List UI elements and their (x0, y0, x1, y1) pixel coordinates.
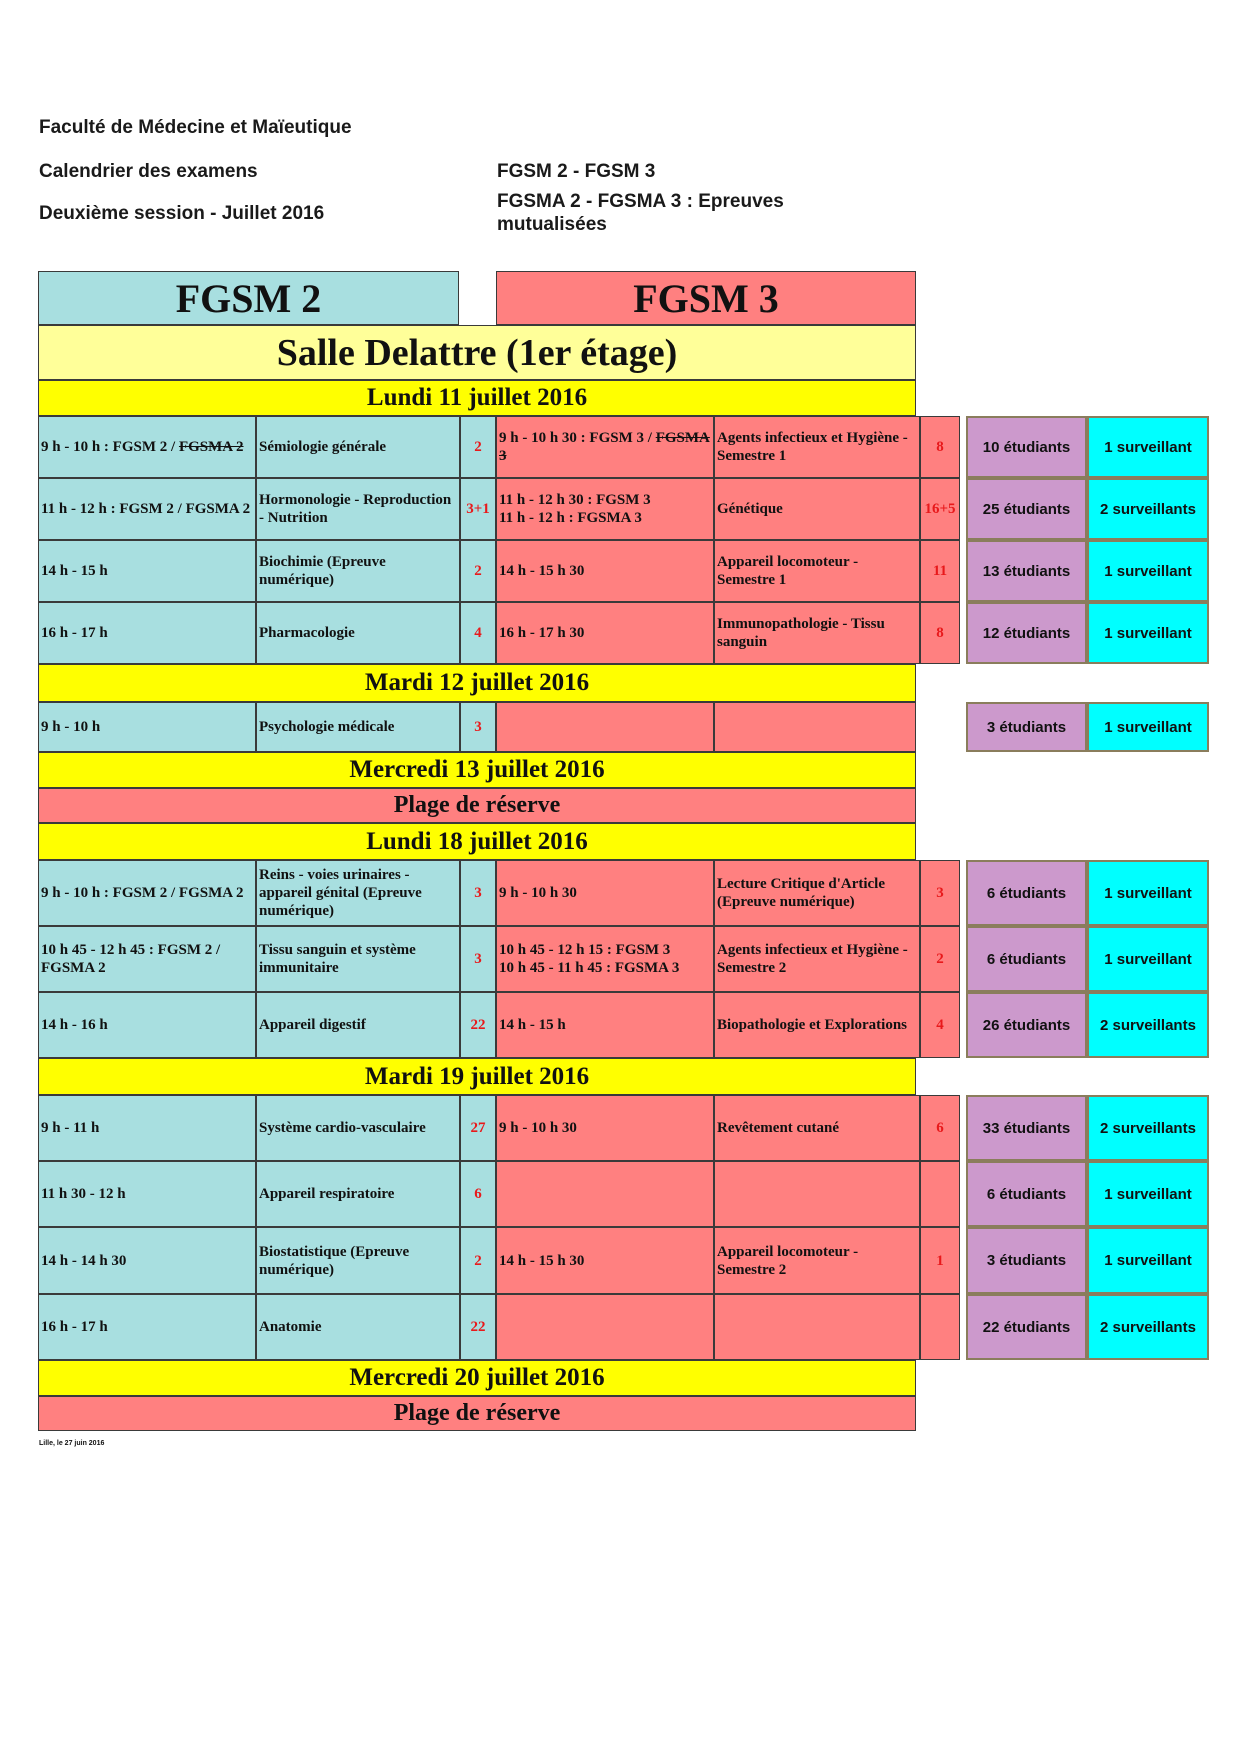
fgsm2-time: 10 h 45 - 12 h 45 : FGSM 2 / FGSMA 2 (38, 926, 256, 992)
fgsm3-time: 14 h - 15 h (496, 992, 714, 1058)
fgsm2-count: 3+1 (460, 478, 496, 540)
supervisors-count: 1 surveillant (1087, 1161, 1209, 1227)
fgsm3-count: 4 (920, 992, 960, 1058)
fgsm3-count: 2 (920, 926, 960, 992)
reserve-band: Plage de réserve (38, 788, 916, 823)
students-count: 6 étudiants (966, 1161, 1087, 1227)
fgsm2-count: 22 (460, 992, 496, 1058)
fgsm3-subject: Appareil locomoteur - Semestre 2 (714, 1227, 920, 1294)
room-band: Salle Delattre (1er étage) (38, 325, 916, 380)
fgsm2-subject: Hormonologie - Reproduction - Nutrition (256, 478, 460, 540)
fgsm2-count: 3 (460, 702, 496, 752)
fgsm3-subject: Immunopathologie - Tissu sanguin (714, 602, 920, 664)
fgsm2-time: 9 h - 10 h (38, 702, 256, 752)
fgsm2-subject: Anatomie (256, 1294, 460, 1360)
fgsm3-count: 16+5 (920, 478, 960, 540)
fgsm3-time: 14 h - 15 h 30 (496, 540, 714, 602)
supervisors-count: 1 surveillant (1087, 926, 1209, 992)
supervisors-count: 2 surveillants (1087, 1294, 1209, 1360)
fgsm3-subject: Agents infectieux et Hygiène - Semestre 1 (714, 416, 920, 478)
fgsm2-time: 9 h - 11 h (38, 1095, 256, 1161)
fgsm3-time: 14 h - 15 h 30 (496, 1227, 714, 1294)
place-date: Lille, le 27 juin 2016 (39, 1440, 105, 1447)
day-band: Mardi 12 juillet 2016 (38, 664, 916, 702)
day-band: Mardi 19 juillet 2016 (38, 1058, 916, 1095)
fgsm2-time (38, 416, 256, 478)
fgsm3-subject: Appareil locomoteur - Semestre 1 (714, 540, 920, 602)
fgsm2-subject: Biochimie (Epreuve numérique) (256, 540, 460, 602)
fgsm3-subject: Agents infectieux et Hygiène - Semestre 2 (714, 926, 920, 992)
fgsm2-subject: Système cardio-vasculaire (256, 1095, 460, 1161)
fgsm3-time (496, 1161, 714, 1227)
day-band: Lundi 11 juillet 2016 (38, 380, 916, 416)
day-band: Mercredi 20 juillet 2016 (38, 1360, 916, 1396)
fgsm3-count: 8 (920, 602, 960, 664)
calendar-title: Calendrier des examens (39, 161, 258, 182)
students-count: 12 étudiants (966, 602, 1087, 664)
fgsm3-time (496, 702, 714, 752)
fgsma3-time-line: 10 h 45 - 11 h 45 : FGSMA 3 (499, 960, 680, 976)
students-count: 6 étudiants (966, 926, 1087, 992)
supervisors-count: 1 surveillant (1087, 860, 1209, 926)
fgsm3-time: 9 h - 10 h 30 (496, 1095, 714, 1161)
fgsm2-time: 16 h - 17 h (38, 1294, 256, 1360)
fgsm2-subject: Psychologie médicale (256, 702, 460, 752)
fgsm2-time: 14 h - 15 h (38, 540, 256, 602)
fgsm2-count: 2 (460, 416, 496, 478)
fgsm3-time (496, 926, 714, 992)
students-count: 26 étudiants (966, 992, 1087, 1058)
fgsm3-time: 16 h - 17 h 30 (496, 602, 714, 664)
supervisors-count: 2 surveillants (1087, 992, 1209, 1058)
fgsm3-time-text: 9 h - 10 h 30 : FGSM 3 / FGSMA 3 (499, 430, 710, 464)
programs-title: FGSM 2 - FGSM 3 (497, 161, 656, 182)
fgsm2-count: 2 (460, 540, 496, 602)
fgsm2-time: 16 h - 17 h (38, 602, 256, 664)
day-band: Lundi 18 juillet 2016 (38, 823, 916, 860)
students-count: 3 étudiants (966, 1227, 1087, 1294)
fgsm2-count: 27 (460, 1095, 496, 1161)
fgsm3-count: 3 (920, 860, 960, 926)
fgsm2-count: 2 (460, 1227, 496, 1294)
fgsm2-count: 22 (460, 1294, 496, 1360)
fgsm3-time-line: 10 h 45 - 12 h 15 : FGSM 3 (499, 942, 671, 958)
fgsm2-subject: Tissu sanguin et système immunitaire (256, 926, 460, 992)
fgsm2-subject: Sémiologie générale (256, 416, 460, 478)
fgsm3-count: 6 (920, 1095, 960, 1161)
fgsm3-subject (714, 702, 916, 752)
fgsm2-time: 14 h - 14 h 30 (38, 1227, 256, 1294)
fgsm2-time: 9 h - 10 h : FGSM 2 / FGSMA 2 (38, 860, 256, 926)
fgsm2-time-text: 9 h - 10 h : FGSM 2 / FGSMA 2 (41, 439, 244, 455)
supervisors-count: 1 surveillant (1087, 1227, 1209, 1294)
students-count: 6 étudiants (966, 860, 1087, 926)
fgsm3-time (496, 478, 714, 540)
fgsm3-subject (714, 1161, 920, 1227)
fgsm3-time (496, 1294, 714, 1360)
fgsma3-time-line: 11 h - 12 h : FGSMA 3 (499, 510, 642, 526)
fgsm3-subject: Revêtement cutané (714, 1095, 920, 1161)
supervisors-count: 2 surveillants (1087, 478, 1209, 540)
fgsm2-time: 11 h 30 - 12 h (38, 1161, 256, 1227)
fgsm3-time (496, 416, 714, 478)
supervisors-count: 1 surveillant (1087, 702, 1209, 752)
fgsm2-subject: Pharmacologie (256, 602, 460, 664)
students-count: 10 étudiants (966, 416, 1087, 478)
fgsm3-title: FGSM 3 (496, 271, 916, 325)
fgsm3-subject (714, 1294, 920, 1360)
fgsm3-count (920, 1161, 960, 1227)
supervisors-count: 1 surveillant (1087, 416, 1209, 478)
fgsm3-time-line: 11 h - 12 h 30 : FGSM 3 (499, 492, 651, 508)
students-count: 33 étudiants (966, 1095, 1087, 1161)
students-count: 25 étudiants (966, 478, 1087, 540)
fgsm3-subject: Lecture Critique d'Article (Epreuve numérique) (714, 860, 920, 926)
fgsm3-subject: Biopathologie et Explorations (714, 992, 920, 1058)
fgsm2-time: 11 h - 12 h : FGSM 2 / FGSMA 2 (38, 478, 256, 540)
day-band: Mercredi 13 juillet 2016 (38, 752, 916, 788)
fgsm3-count: 1 (920, 1227, 960, 1294)
supervisors-count: 2 surveillants (1087, 1095, 1209, 1161)
fgsm2-subject: Biostatistique (Epreuve numérique) (256, 1227, 460, 1294)
fgsm2-count: 4 (460, 602, 496, 664)
fgsm2-count: 3 (460, 860, 496, 926)
fgsm2-subject: Appareil digestif (256, 992, 460, 1058)
fgsm3-count (920, 1294, 960, 1360)
faculty-name: Faculté de Médecine et Maïeutique (39, 117, 352, 138)
fgsm3-subject: Génétique (714, 478, 920, 540)
session-title: Deuxième session - Juillet 2016 (39, 203, 325, 224)
students-count: 13 étudiants (966, 540, 1087, 602)
fgsm2-time: 14 h - 16 h (38, 992, 256, 1058)
fgsm2-subject: Appareil respiratoire (256, 1161, 460, 1227)
fgsm3-time: 9 h - 10 h 30 (496, 860, 714, 926)
reserve-band: Plage de réserve (38, 1396, 916, 1431)
fgsm2-count: 3 (460, 926, 496, 992)
fgsm2-count: 6 (460, 1161, 496, 1227)
fgsm3-count: 8 (920, 416, 960, 478)
supervisors-count: 1 surveillant (1087, 602, 1209, 664)
students-count: 3 étudiants (966, 702, 1087, 752)
supervisors-count: 1 surveillant (1087, 540, 1209, 602)
fgsm2-subject: Reins - voies urinaires - appareil génital (Epreuve numérique) (256, 860, 460, 926)
fgsm3-count: 11 (920, 540, 960, 602)
students-count: 22 étudiants (966, 1294, 1087, 1360)
mutualized-title: FGSMA 2 - FGSMA 3 : Epreuves mutualisées (497, 191, 784, 235)
fgsm2-title: FGSM 2 (38, 271, 459, 325)
